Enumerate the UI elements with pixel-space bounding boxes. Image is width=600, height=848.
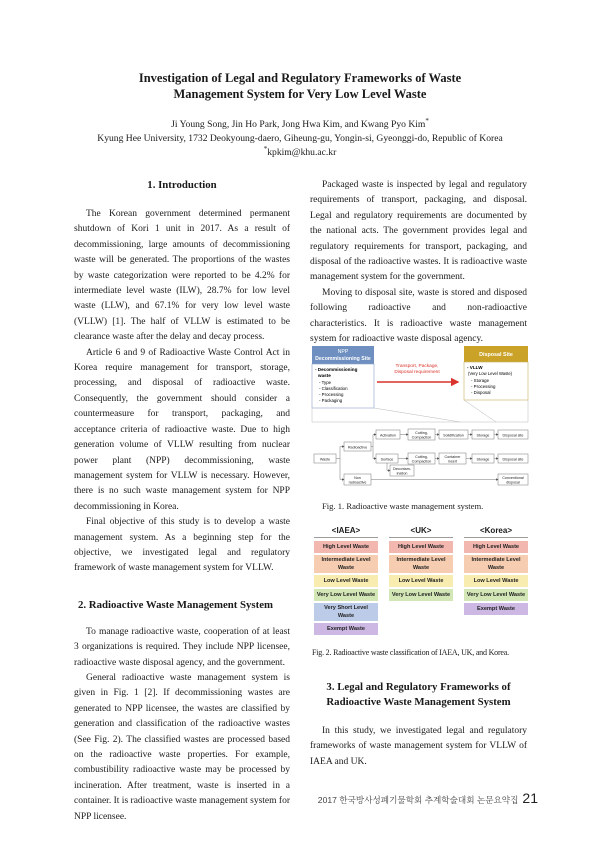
connector-radioactive-surface — [373, 447, 376, 459]
footer-proceedings-title: 2017 한국방사성폐기물학회 추계학술대회 논문요약집 — [317, 795, 519, 805]
flow-solidification-label: Solidification — [443, 433, 464, 438]
author-corresponding-mark: * — [425, 116, 429, 125]
connector-surface-decon — [387, 463, 390, 471]
npp-head-line-1: - Decommissioning — [315, 367, 358, 372]
flow-disposal-top-label: Disposal site — [502, 433, 524, 438]
disposal-item-1: - Storage — [471, 378, 490, 383]
author-names: Ji Young Song, Jin Ho Park, Jong Hwa Kim, and Kwang Pyo Kim — [171, 119, 426, 130]
classification-item: Exempt Waste — [464, 603, 528, 615]
classification-column-header: <Korea> — [464, 526, 528, 538]
figure-2-classification — [314, 526, 528, 638]
author-block — [0, 118, 600, 160]
left-column — [74, 178, 290, 825]
right-column-text — [310, 178, 527, 347]
figure-2-caption: Fig. 2. Radioactive waste classification of IAEA, UK, and Korea. — [312, 648, 509, 657]
arrow-label-line-2: Disposal requirement — [394, 370, 440, 375]
classification-item: Low Level Waste — [464, 575, 528, 587]
classification-item: Very Short Level Waste — [314, 603, 378, 621]
classification-item: High Level Waste — [314, 541, 378, 553]
zoom-guide-npp-slant — [374, 408, 460, 422]
flow-radioactive-label: Radioactive — [347, 445, 368, 450]
right-paragraph-2: Moving to disposal site, waste is stored and disposed following radioactive and non-radioactive characteristics. It is radioactive waste management system for radioactive waste disposal agency. — [310, 287, 527, 345]
disposal-item-2: - Processing — [471, 384, 496, 389]
page-number: 21 — [522, 790, 538, 806]
classification-column — [314, 526, 378, 637]
flow-nonradioactive-line-1: Non — [354, 476, 361, 480]
flow-cutting-bottom-line-2: Compaction — [411, 459, 432, 464]
author-line — [0, 118, 600, 132]
flow-cutting-top-line-2: Compaction — [411, 435, 432, 440]
classification-column-header: <UK> — [389, 526, 453, 538]
classification-item: Intermediate Level Waste — [464, 555, 528, 573]
classification-item: Intermediate Level Waste — [389, 555, 453, 573]
flow-activation-label: Activation — [380, 433, 396, 438]
flow-conventional-line-2: disposal — [506, 480, 520, 485]
disposal-head-line-1: - VLLW — [467, 365, 483, 370]
flow-container-line-1: Container — [444, 455, 461, 459]
disposal-head-line-2: (Very Low Level Waste) — [468, 371, 513, 376]
npp-item-1: - Type — [319, 380, 332, 385]
connector-waste-radioactive — [336, 447, 344, 459]
connector-radioactive-activation — [371, 435, 376, 447]
flow-container-line-2: insert — [447, 459, 458, 464]
section-2-heading: 2. Radioactive Waste Management System — [78, 598, 274, 611]
waste-flow-chart — [314, 429, 528, 485]
flow-storage-bottom-label: Storage — [476, 457, 490, 462]
classification-item: Very Low Level Waste — [314, 589, 378, 601]
email: kpkim@khu.ac.kr — [267, 147, 337, 158]
figure-1-diagram — [310, 342, 530, 488]
section-1-heading: 1. Introduction — [147, 179, 217, 191]
arrow-label-line-1: Transport, Package, — [395, 364, 439, 369]
section-1-paragraph-2: Article 6 and 9 of Radioactive Waste Control Act in Korea require management for transport, storage, processing, and disposal of radioactive waste. Consequently, the government should consider a countermeasure for transport, packaging, and acceptance criteria of radioactive waste. Due to high generation volume of VLLW resulting from nuclear power plant (NPP) decommissioning, waste management system for VLLW is necessary. However, there is no such waste management system for NPP decommissioning in Korea. — [74, 347, 290, 512]
classification-item: Low Level Waste — [314, 575, 378, 587]
page-footer — [318, 790, 538, 806]
classification-column-header: <IAEA> — [314, 526, 378, 538]
connector-waste-nonradioactive — [340, 459, 344, 480]
classification-item: Very Low Level Waste — [389, 589, 453, 601]
disposal-title: Disposal Site — [479, 352, 513, 358]
section-1-paragraph-1: The Korean government determined permanent shutdown of Kori 1 unit in 2017. As a result of decommissioning, large amounts of decommissioning waste will be generated. The proportions of the wastes by waste categorization were reported to be 4.2% for intermediate level waste (ILW), 28.7% for low level waste (LLW), and 67.1% for very low level waste (VLLW) [1]. The half of VLLW is estimated to be clearance waste after the delay and decay process. — [74, 209, 290, 343]
email-line — [0, 146, 600, 160]
flow-storage-top-label: Storage — [476, 433, 490, 438]
section-2-paragraph-1: To manage radioactive waste, cooperation of at least 3 organizations is required. They include NPP licensee, radioactive waste disposal agency, and the government. — [74, 626, 290, 668]
npp-head-line-2: waste — [318, 373, 331, 378]
classification-column — [464, 526, 528, 617]
classification-item: Exempt Waste — [314, 623, 378, 635]
flow-conventional-line-1: Conventional — [502, 476, 524, 480]
flow-decontamination-line-2: ination — [396, 471, 408, 476]
flow-cutting-top-line-1: Cutting, — [415, 431, 428, 435]
classification-item: High Level Waste — [464, 541, 528, 553]
paper-title — [0, 70, 600, 102]
npp-title-line-2: Decommissioning Site — [315, 356, 371, 362]
section-1-paragraph-3: Final objective of this study is to develop a waste management system. As a beginning step for the objective, we investigated legal and regulatory framework of waste management system for VLLW. — [74, 517, 290, 574]
section-3-paragraph-1: In this study, we investigated legal and regulatory frameworks of waste management system for VLLW of IAEA and UK. — [310, 726, 527, 767]
npp-title-line-1: NPP — [337, 349, 349, 355]
zoom-guide-disposal-slant — [464, 400, 496, 422]
npp-item-4: - Packaging — [319, 398, 343, 403]
right-paragraph-1: Packaged waste is inspected by legal and regulatory requirements of transport, packaging, and disposal. Legal and regulatory requirements are documented by the national acts. The government provides legal and regulatory requirements for transport, packaging, and disposal of the radioactive wastes. It is radioactive waste management system for the government. — [310, 180, 527, 283]
npp-item-2: - Classification — [319, 386, 348, 391]
section-3-heading-line-1: 3. Legal and Regulatory Frameworks of — [326, 681, 511, 693]
classification-item: Very Low Level Waste — [464, 589, 528, 601]
flow-surface-label: Surface — [380, 457, 394, 462]
flow-waste-label: Waste — [319, 457, 331, 462]
flow-nonradioactive-line-2: radioactive — [348, 480, 367, 485]
classification-item: High Level Waste — [389, 541, 453, 553]
title-line-2: Management System for Very Low Level Waste — [173, 87, 427, 101]
classification-item: Low Level Waste — [389, 575, 453, 587]
email-mark: * — [263, 144, 268, 153]
section-3-heading-line-2: Radioactive Waste Management System — [326, 696, 511, 708]
affiliation: Kyung Hee University, 1732 Deokyoung-daero, Giheung-gu, Yongin-si, Gyeonggi-do, Republic of Korea — [97, 133, 503, 144]
flow-cutting-bottom-line-1: Cutting, — [415, 455, 428, 459]
flow-decontamination-line-1: Decontam- — [392, 467, 412, 471]
section-3 — [310, 680, 527, 770]
disposal-item-3: - Disposal — [471, 390, 491, 395]
title-line-1: Investigation of Legal and Regulatory Frameworks of Waste — [138, 71, 462, 85]
figure-1-caption: Fig. 1. Radioactive waste management system. — [322, 501, 484, 511]
classification-column — [389, 526, 453, 603]
classification-item: Intermediate Level Waste — [314, 555, 378, 573]
flow-disposal-bottom-label: Disposal site — [502, 457, 524, 462]
section-2-paragraph-2: General radioactive waste management system is given in Fig. 1 [2]. If decommissioning wastes are generated to NPP licensee, the wastes are classified by generation and classification of the radioactive wastes (See Fig. 2). The classified wastes are processed based on the radioactive waste properties. For example, combustibility radioactive waste may be processed by incineration. After treatment, waste is inserted in a container. It is radioactive waste management system for NPP licensee. — [74, 672, 290, 822]
npp-item-3: - Processing — [319, 392, 344, 397]
section-3-heading — [310, 680, 527, 710]
